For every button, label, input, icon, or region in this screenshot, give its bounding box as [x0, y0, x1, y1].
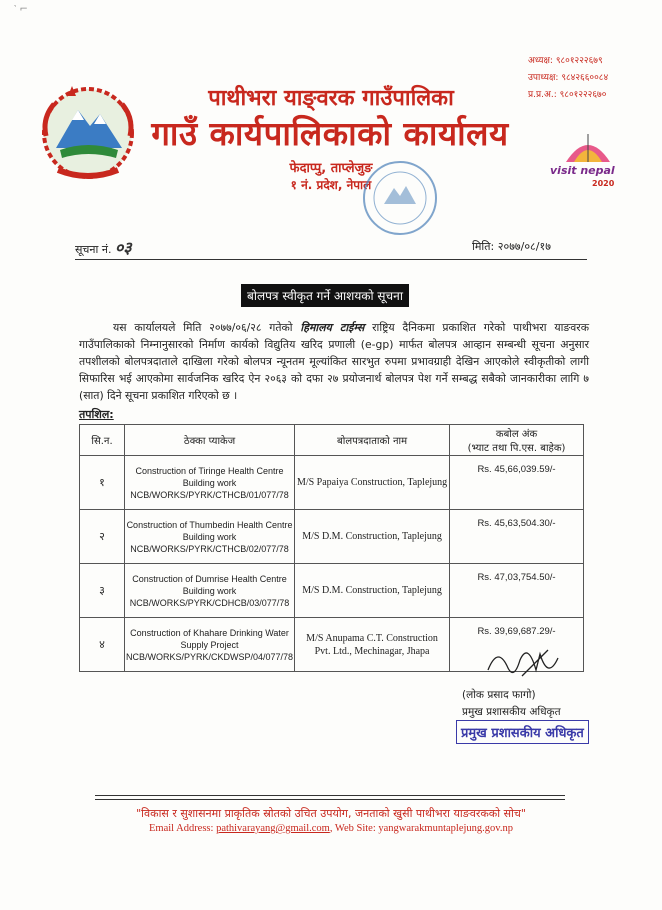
notice-paragraph [79, 319, 589, 404]
package-subtitle: Supply Project [180, 639, 239, 650]
footer-divider-bottom [95, 799, 565, 800]
row-amount: Rs. 47,03,754.50/- [450, 564, 584, 618]
col-bidder: बोलपत्रदाताको नाम [295, 425, 450, 456]
signature-scribble [478, 640, 598, 690]
col-amount [450, 425, 584, 456]
row-amount: Rs. 45,63,504.30/- [450, 510, 584, 564]
package-subtitle: Building work [182, 477, 237, 488]
header-divider [75, 259, 587, 260]
newspaper-name: हिमालय टाईम्स [300, 321, 365, 334]
col-sn: सि.न. [80, 425, 125, 456]
paragraph-rest: राष्ट्रिय दैनिकमा प्रकाशित गरेको पाथीभरा याङवरक गाउँपालिकाको निम्नानुसारको निर्माण कार्यको विद्युतिय खरिद प्रणाली (e-gp) मार्फत बोलपत्र आव्हान सम्बन्धी सूचना अनुसार तपशीलको बोलपत्रदाताले दाखिला गरेको बोलपत्र न्यूनतम मूल्यांकित सारभुत रुपमा प्रभावग्राही देखिन आएकोले स्वीकृतीको लागी सिफारिस भई आएकोमा सार्वजनिक खरिद ऐन २०६३ को दफा २७ प्रयोजनार्थ बोलपत्र पेश गर्ने सम्बद्ध सबैको जानकारीका लागि ७ (सात) दिने सूचना प्रकाशित गरिएको छ । [79, 321, 590, 402]
col-amount-note: (भ्याट तथा पि.एस. बाहेक) [467, 443, 566, 454]
bidder-line-1: M/S D.M. Construction, Taplejung [302, 585, 442, 596]
row-bidder [295, 564, 450, 618]
visit-nepal-year: 2020 [592, 179, 615, 188]
notice-number-label: सूचना नं. [75, 243, 112, 256]
package-title: Construction of Tiringe Health Centre [135, 465, 284, 476]
municipality-name: पाथीभरा याङ्वरक गाउँपालिका [208, 86, 454, 111]
package-code: NCB/WORKS/PYRK/CTHCB/02/077/78 [130, 543, 289, 554]
scan-mark: ‵ ⌐ [14, 4, 28, 15]
bidder-line-1: M/S D.M. Construction, Taplejung [302, 531, 442, 542]
row-bidder [295, 618, 450, 672]
row-bidder [295, 510, 450, 564]
row-sn: ३ [80, 564, 125, 618]
details-label: तपशिल: [79, 408, 114, 421]
bidder-line-1: M/S Anupama C.T. Construction [306, 632, 438, 644]
row-package [125, 618, 295, 672]
contact-vice-chair: उपाध्यक्ष: ९८४२६६००८४ [528, 73, 609, 83]
email-link[interactable]: pathivarayang@gmail.com [216, 823, 330, 834]
col-package: ठेक्का प्याकेज [125, 425, 295, 456]
visit-nepal-text: visit nepal [550, 164, 615, 177]
footer-contact [0, 823, 662, 834]
address-line-2: १ नं. प्रदेश, नेपाल [290, 178, 372, 192]
website-label: , Web Site: [329, 823, 376, 834]
contact-cao: प्र.प्र.अ.: ९८०१२२२६७० [528, 90, 607, 100]
package-title: Construction of Dumrise Health Centre [132, 573, 287, 584]
row-sn: २ [80, 510, 125, 564]
row-amount: Rs. 39,69,687.29/- [450, 618, 584, 672]
bidder-line-2: Pvt. Ltd., Mechinagar, Jhapa [314, 645, 430, 657]
table-row [80, 510, 584, 564]
bid-table [79, 424, 584, 672]
designation-stamp: प्रमुख प्रशासकीय अधिकृत [456, 720, 589, 744]
notice-number-value: ०३ [114, 238, 132, 257]
row-bidder [295, 456, 450, 510]
row-package [125, 564, 295, 618]
contact-chair: अध्यक्ष: ९८०१२२२६७९ [528, 56, 603, 66]
paragraph-prefix: यस कार्यालयले मिति २०७७/०६/२८ गतेको [113, 321, 293, 334]
table-row [80, 564, 584, 618]
address-line-1: फेदाप्पु, ताप्लेजुङ [289, 161, 373, 176]
col-amount-title: कबोल अंक [495, 429, 538, 440]
website-link[interactable]: yangwarakmuntaplejung.gov.np [378, 823, 513, 834]
row-package [125, 456, 295, 510]
footer-slogan: "विकास र सुशासनमा प्राकृतिक स्रोतको उचित उपयोग, जनताको खुसी पाथीभरा याङवरकको सोच" [136, 807, 526, 820]
row-amount: Rs. 45,66,039.59/- [450, 456, 584, 510]
package-code: NCB/WORKS/PYRK/CKDWSP/04/077/78 [126, 651, 294, 662]
package-code: NCB/WORKS/PYRK/CDHCB/03/077/78 [129, 597, 290, 608]
package-subtitle: Building work [182, 531, 237, 542]
notice-date: मिति: २०७७/०८/१७ [472, 240, 551, 253]
package-code: NCB/WORKS/PYRK/CTHCB/01/077/78 [130, 489, 289, 500]
visit-nepal-logo [548, 128, 628, 210]
row-package [125, 510, 295, 564]
email-label: Email Address: [148, 823, 214, 834]
table-row [80, 456, 584, 510]
notice-heading: बोलपत्र स्वीकृत गर्ने आशयको सूचना [241, 284, 409, 307]
package-title: Construction of Thumbedin Health Centre [126, 519, 293, 530]
footer-divider-top [95, 795, 565, 796]
notice-number [75, 236, 132, 258]
office-seal-icon [352, 158, 452, 238]
bidder-line-1: M/S Papaiya Construction, Taplejung [296, 477, 448, 488]
office-name: गाउँ कार्यपालिकाको कार्यालय [151, 114, 509, 153]
row-sn: १ [80, 456, 125, 510]
table-header-row [80, 425, 584, 456]
signatory-designation: प्रमुख प्रशासकीय अधिकृत [462, 706, 561, 718]
signatory-name: (लोक प्रसाद फागो) [462, 689, 536, 701]
package-subtitle: Building work [182, 585, 237, 596]
package-title: Construction of Khahare Drinking Water [130, 627, 289, 638]
row-sn: ४ [80, 618, 125, 672]
